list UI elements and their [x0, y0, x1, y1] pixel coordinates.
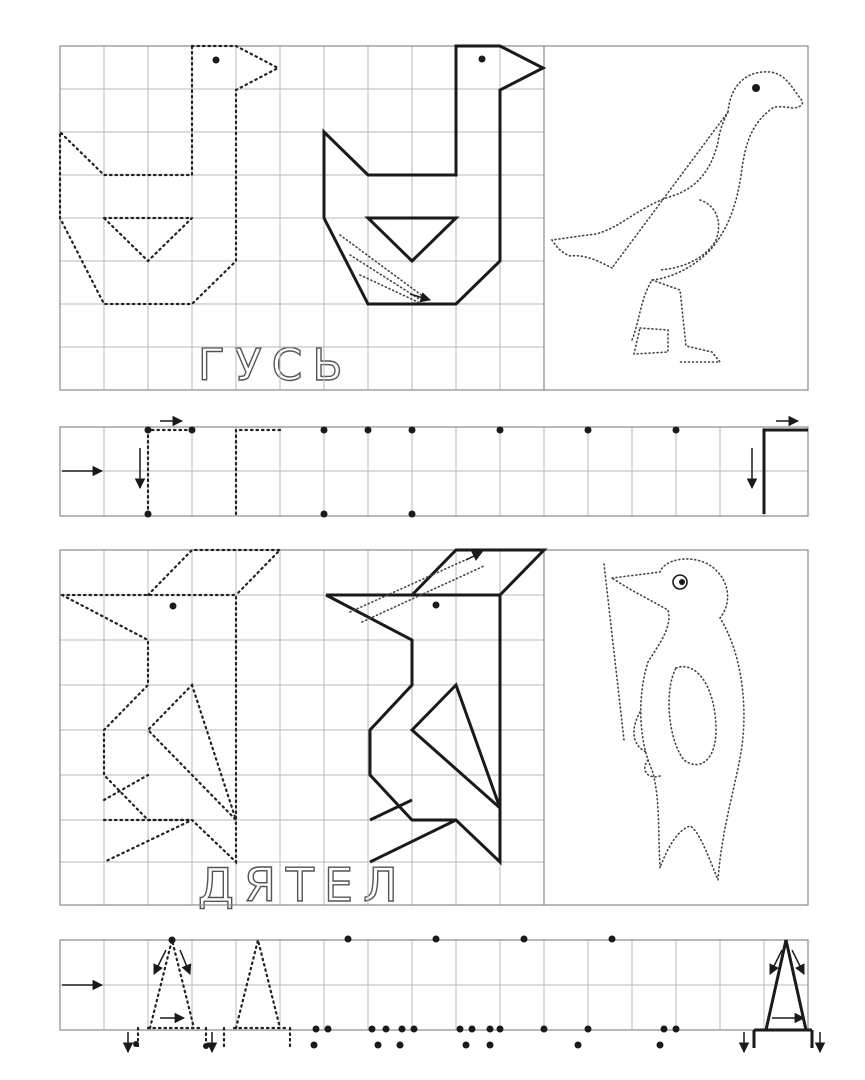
- woodpecker-picture: [604, 559, 744, 880]
- woodpecker-panel: [60, 550, 808, 905]
- strip-2: [60, 936, 820, 1053]
- strip-1: [60, 421, 808, 518]
- woodpecker-solid-outline: [326, 550, 544, 862]
- word-gus: ГУСЬ: [198, 340, 353, 391]
- word-dyatel: ДЯТЕЛ: [198, 858, 408, 912]
- goose-eye-dot-2: [479, 56, 486, 63]
- goose-picture: [552, 72, 802, 362]
- goose-eye-dot: [213, 57, 220, 64]
- woodpecker-dotted-outline: [62, 550, 280, 862]
- goose-panel: [60, 46, 808, 390]
- goose-picture-eye: [752, 84, 760, 92]
